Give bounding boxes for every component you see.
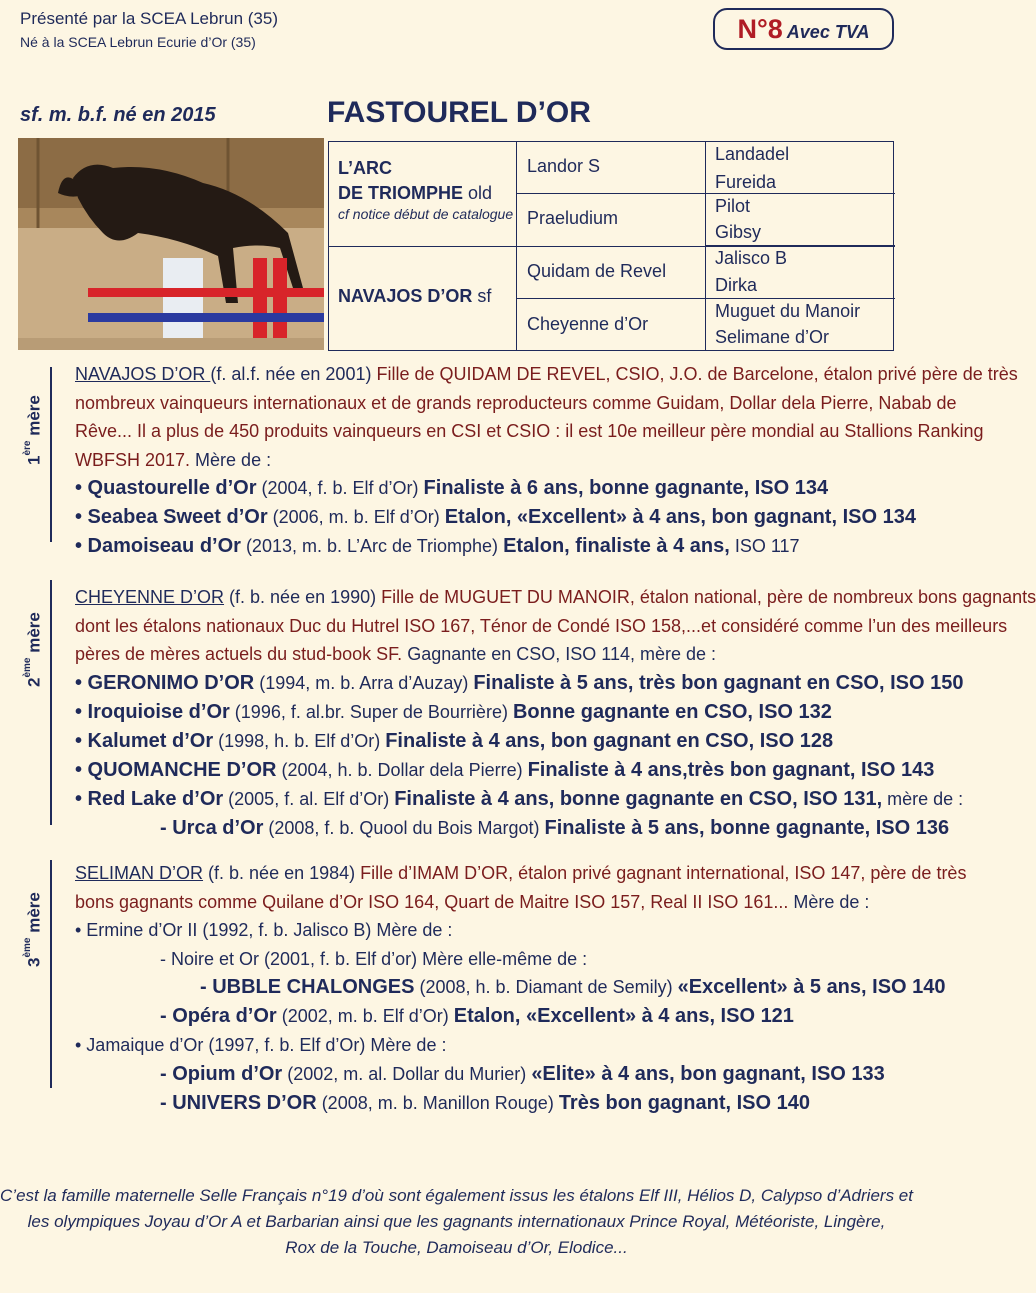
pedigree-dam [338,286,516,307]
list-item: • Iroquioise d’Or (1996, f. al.br. Super de Bourrière) Bonne gagnante en CSO, ISO 132 [75,700,832,723]
second-dam-name: CHEYENNE D’OR [75,587,225,607]
footer-line: C’est la famille maternelle Selle Français n°19 d’où sont également issus les étalons Elf III, Hélios D, Calypso d’Adriers et [0,1186,913,1205]
section-label-second-dam: 2ème mère [22,612,44,688]
section-label-first-dam: 1ère mère [22,395,44,465]
list-item: • QUOMANCHE D’OR (2004, h. b. Dollar dela Pierre) Finaliste à 4 ans,très bon gagnant, ISO 143 [75,758,935,781]
list-item: - UBBLE CHALONGES (2008, h. b. Diamant de Semily) «Excellent» à 5 ans, ISO 140 [200,976,946,998]
great-grandparent: Landadel [715,144,790,164]
list-item: • Red Lake d’Or (2005, f. al. Elf d’Or) Finaliste à 4 ans, bonne gagnante en CSO, ISO 131, mère de : [75,787,964,810]
grandparent: Praeludium [527,208,619,228]
born-at-text: Né à la SCEA Lebrun Ecurie d’Or (35) [20,34,256,50]
grandparent: Landor S [527,156,601,176]
grandparent: Cheyenne d’Or [527,314,649,334]
list-item: - Noire et Or (2001, f. b. Elf d’or) Mère elle-même de : [160,948,588,969]
first-dam-name: NAVAJOS D’OR [75,364,211,384]
third-dam-section: SELIMAN D’OR (f. b. née en 1984) Fille d’IMAM D’OR, étalon privé gagnant international, ISO 147, père de très bons gagnants comme Quilane d’Or ISO 164, Quart de Maitre ISO 157, Real II ISO 161... Mère de : • Ermine d’Or II (1992, f. b. Jalisco B) Mère de : - Noire et Or (2001, f. b. Elf d’or) Mère elle-même de : - UBBLE CHALONGES (2008, h. b. Diamant de Semily) «Excellent» à 5 ans, ISO 140 - Opéra d’Or (2002, m. b. Elf d’Or) Etalon, «Excellent» à 4 ans, ISO 121 • Jamaique d’Or (1997, f. b. Elf d’Or) Mère de : - Opium d’Or (2002, m. al. Dollar du Murier) «Elite» à 4 ans, bon gagnant, ISO 133 - UNIVERS D’OR (2008, m. b. Manillon Rouge) Très bon gagnant, ISO 140 [75,859,895,1118]
sire-name-line2: DE TRIOMPHE [338,183,464,203]
horse-jumping-photo [18,138,324,350]
great-grandparent: Muguet du Manoir [715,301,861,321]
lot-badge [713,8,894,50]
dam-name: NAVAJOS D’OR [338,286,473,306]
list-item: • Kalumet d’Or (1998, h. b. Elf d’Or) Finaliste à 4 ans, bon gagnant en CSO, ISO 128 [75,729,834,752]
pedigree-table [328,141,894,351]
list-item: • Damoiseau d’Or (2013, m. b. L’Arc de Triomphe) Etalon, finaliste à 4 ans, ISO 117 [75,535,800,557]
sire-name-line1: L’ARC [338,158,392,178]
sire-breed: old [468,183,493,203]
list-item: • GERONIMO D’OR (1994, m. b. Arra d’Auzay) Finaliste à 5 ans, très bon gagnant en CSO, ISO 150 [75,671,964,694]
footer-line: les olympiques Joyau d’Or A et Barbarian ainsi que les gagnants internationaux Prince Royal, Météoriste, Lingère, [27,1212,886,1231]
section-bar [50,860,52,1088]
great-grandparent: Fureida [715,172,777,192]
grandparent: Quidam de Revel [527,261,667,281]
pedigree-sire [338,156,516,222]
dam-breed: sf [477,286,492,306]
list-item: - Urca d’Or (2008, f. b. Quool du Bois Margot) Finaliste à 5 ans, bonne gagnante, ISO 136 [160,816,950,839]
horse-photo-illustration [18,138,324,350]
lot-vat: Avec TVA [786,22,870,42]
great-grandparent: Jalisco B [715,248,788,268]
first-dam-section: NAVAJOS D’OR (f. al.f. née en 2001) Fille de QUIDAM DE REVEL, CSIO, J.O. de Barcelone, étalon privé père de très nombreux vainqueurs internationaux et de grands reproducteurs comme Guidam, Dollar dela Pierre, Nabab de Rêve... Il a plus de 450 produits vainqueurs en CSI et CSIO : il est 10e meilleur père mondial au Stallions Ranking WBFSH 2017. Mère de : • Quastourelle d’Or (2004, f. b. Elf d’Or) Finaliste à 6 ans, bonne gagnante, ISO 134 • Seabea Sweet d’Or (2006, m. b. Elf d’Or) Etalon, «Excellent» à 4 ans, bon gagnant, ISO 134 • Damoiseau d’Or (2013, m. b. L’Arc de Triomphe) Etalon, finaliste à 4 ans, ISO 117 [75,360,895,561]
list-item: • Seabea Sweet d’Or (2006, m. b. Elf d’Or) Etalon, «Excellent» à 4 ans, bon gagnant, ISO 134 [75,506,916,528]
list-item: - UNIVERS D’OR (2008, m. b. Manillon Rouge) Très bon gagnant, ISO 140 [160,1091,810,1114]
sire-note: cf notice début de catalogue [338,206,514,222]
horse-name: FASTOUREL D’OR [327,96,591,129]
section-bar [50,580,52,825]
list-item: - Opéra d’Or (2002, m. b. Elf d’Or) Etalon, «Excellent» à 4 ans, ISO 121 [160,1005,794,1027]
list-item: • Jamaique d’Or (1997, f. b. Elf d’Or) Mère de : [75,1035,447,1055]
section-label-third-dam: 3ème mère [22,892,44,968]
third-dam-name: SELIMAN D’OR [75,863,204,883]
horse-description: sf. m. b.f. né en 2015 [20,104,216,126]
list-item: • Ermine d’Or II (1992, f. b. Jalisco B) Mère de : [75,920,453,940]
second-dam-section: CHEYENNE D’OR (f. b. née en 1990) Fille de MUGUET DU MANOIR, étalon national, père de nombreux bons gagnants dont les étalons nationaux Duc du Hutrel ISO 167, Ténor de Condé ISO 158,...et considéré comme l’un des meilleurs pères de mères actuels du stud-book SF. Gagnante en CSO, ISO 114, mère de : • GERONIMO D’OR (1994, m. b. Arra d’Auzay) Finaliste à 5 ans, très bon gagnant en CSO, ISO 150 • Iroquioise d’Or (1996, f. al.br. Super de Bourrière) Bonne gagnante en CSO, ISO 132 • Kalumet d’Or (1998, h. b. Elf d’Or) Finaliste à 4 ans, bon gagnant en CSO, ISO 128 • QUOMANCHE D’OR (2004, h. b. Dollar dela Pierre) Finaliste à 4 ans,très bon gagnant, ISO 143 • Red Lake d’Or (2005, f. al. Elf d’Or) Finaliste à 4 ans, bonne gagnante en CSO, ISO 131, mère de : - Urca d’Or (2008, f. b. Quool du Bois Margot) Finaliste à 5 ans, bonne gagnante, ISO 136 [75,583,895,843]
great-grandparent: Gibsy [715,222,762,242]
list-item: - Opium d’Or (2002, m. al. Dollar du Murier) «Elite» à 4 ans, bon gagnant, ISO 133 [160,1062,885,1085]
list-item: • Quastourelle d’Or (2004, f. b. Elf d’Or) Finaliste à 6 ans, bonne gagnante, ISO 134 [75,477,829,499]
section-bar [50,367,52,542]
great-grandparent: Dirka [715,275,758,295]
great-grandparent: Pilot [715,196,751,216]
lot-number: N°8 [737,14,783,44]
footer-line: Rox de la Touche, Damoiseau d’Or, Elodice... [285,1238,628,1257]
presenter-text: Présenté par la SCEA Lebrun (35) [20,9,278,28]
great-grandparent: Selimane d’Or [715,327,830,347]
family-footer-note [0,1183,913,1261]
